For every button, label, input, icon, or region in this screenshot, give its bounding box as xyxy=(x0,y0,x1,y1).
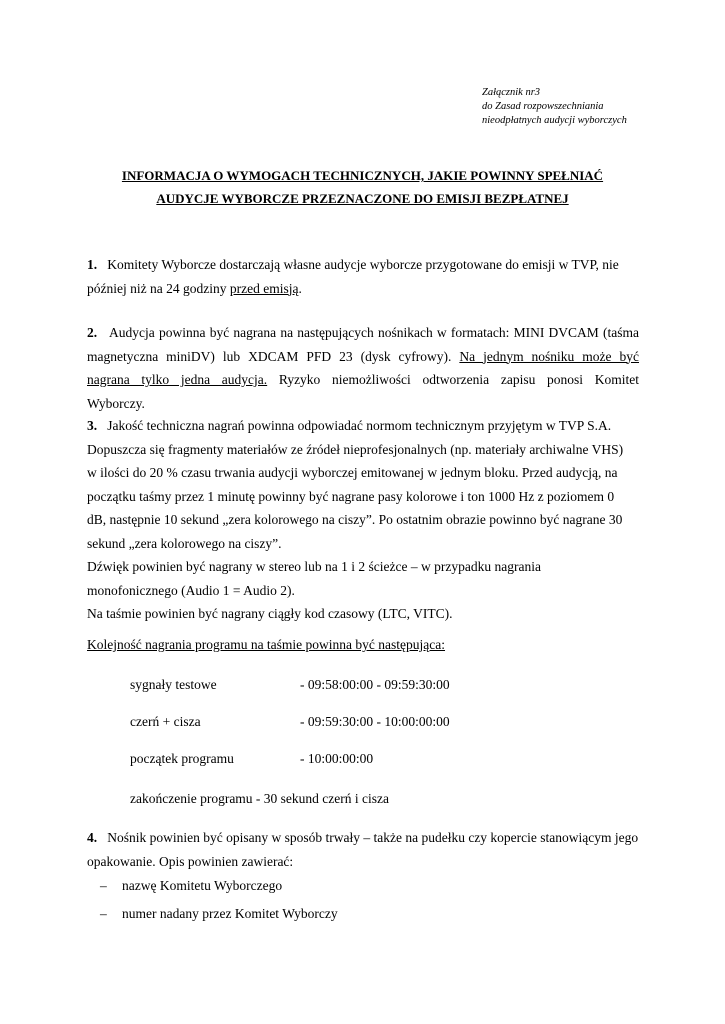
item-text: sekund „zera kolorowego na ciszy”. xyxy=(87,535,282,551)
document-title xyxy=(60,164,665,210)
item-text: Nośnik powinien być opisany w sposób trwały – także na pudełku czy kopercie stanowiącym jego xyxy=(107,830,639,845)
underlined-text: Na jednym nośniku może być xyxy=(459,348,639,364)
item-text: Na taśmie powinien być nagrany ciągły kod czasowy (LTC, VITC). xyxy=(87,606,453,621)
underlined-text: nagrana tylko jedna audycja. xyxy=(87,372,268,387)
bullet-item xyxy=(100,878,282,894)
bullet-text: nazwę Komitetu Wyborczego xyxy=(122,878,283,893)
item-text: Dopuszcza się fragmenty materiałów ze źródeł nieprofesjonalnych (np. materiały archiwalne VHS) xyxy=(87,441,624,457)
order-label: czerń + cisza xyxy=(130,714,201,729)
order-row xyxy=(130,677,450,693)
order-value: - 10:00:00:00 xyxy=(300,751,374,766)
item-4 xyxy=(87,826,639,873)
order-value: - 09:58:00:00 - 09:59:30:00 xyxy=(300,677,450,692)
item-text: Wyborczy. xyxy=(87,395,145,411)
annex-note xyxy=(482,86,627,128)
item-text: dB, następnie 10 sekund „zera kolorowego na ciszy”. Po ostatnim obrazie powinno być nagrane 30 xyxy=(87,512,623,527)
item-text: magnetyczna miniDV) lub XDCAM PFD 23 (dysk cyfrowy). xyxy=(87,348,460,364)
item-text: monofonicznego (Audio 1 = Audio 2). xyxy=(87,582,295,598)
item-number: 1. xyxy=(87,257,98,272)
item-text: w ilości do 20 % czasu trwania audycji wyborczej emitowanej w jednym bloku. Przed audycją, na xyxy=(87,465,618,480)
order-label: sygnały testowe xyxy=(130,677,217,692)
bullet-text: numer nadany przez Komitet Wyborczy xyxy=(122,906,338,921)
item-text: opakowanie. Opis powinien zawierać: xyxy=(87,853,294,869)
order-end: zakończenie programu - 30 sekund czerń i cisza xyxy=(130,791,390,806)
item-number: 3. xyxy=(87,418,98,433)
item-number: 2. xyxy=(87,325,98,340)
item-text: później niż na 24 godziny xyxy=(87,280,230,296)
annex-line: do Zasad rozpowszechniania xyxy=(482,101,604,112)
item-text: początku taśmy przez 1 minutę powinny być nagrane pasy kolorowe i ton 1000 Hz z poziomem 0 xyxy=(87,488,615,504)
item-2 xyxy=(87,321,639,415)
annex-line: nieodpłatnych audycji wyborczych xyxy=(482,115,627,126)
underlined-text: przed emisją xyxy=(229,280,299,296)
annex-line: Załącznik nr3 xyxy=(482,87,541,98)
dash-bullet: – xyxy=(100,878,107,893)
title-line: INFORMACJA O WYMOGACH TECHNICZNYCH, JAKIE POWINNY SPEŁNIAĆ xyxy=(121,168,604,183)
item-text: Jakość techniczna nagrań powinna odpowiadać normom technicznym przyjętym w TVP S.A. xyxy=(107,418,612,433)
dash-bullet: – xyxy=(100,906,107,921)
order-label: początek programu xyxy=(130,751,234,766)
item-number: 4. xyxy=(87,830,98,845)
bullet-item xyxy=(100,906,338,922)
item-text: Ryzyko niemożliwości odtworzenia zapisu ponosi Komitet xyxy=(267,372,639,387)
title-line: AUDYCJE WYBORCZE PRZEZNACZONE DO EMISJI BEZPŁATNEJ xyxy=(156,191,569,206)
item-text: Audycja powinna być nagrana na następujących nośnikach w formatach: MINI DVCAM (taśma xyxy=(109,325,639,340)
item-1 xyxy=(87,253,639,300)
item-text: Komitety Wyborcze dostarczają własne audycje wyborcze przygotowane do emisji w TVP, nie xyxy=(107,257,619,272)
item-text: Dźwięk powinien być nagrany w stereo lub na 1 i 2 ścieżce – w przypadku nagrania xyxy=(87,559,541,574)
item-3 xyxy=(87,414,639,626)
order-heading: Kolejność nagrania programu na taśmie powinna być następująca: xyxy=(87,637,446,652)
order-value: - 09:59:30:00 - 10:00:00:00 xyxy=(300,714,450,729)
order-row xyxy=(130,714,450,730)
order-row xyxy=(130,751,373,767)
item-text: . xyxy=(298,280,302,296)
